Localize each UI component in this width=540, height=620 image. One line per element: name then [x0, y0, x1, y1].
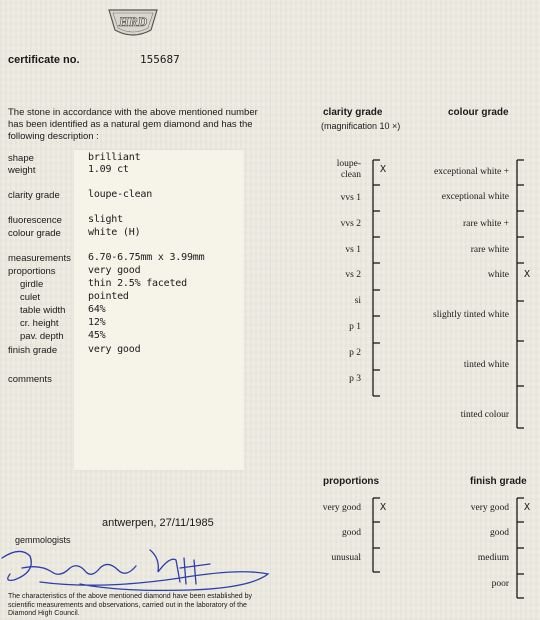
proportions-selected-mark: X: [380, 502, 387, 513]
field-label: measurements: [8, 253, 71, 264]
field-value: 12%: [88, 317, 106, 328]
field-label: colour grade: [8, 228, 61, 239]
finish-selected-mark: X: [524, 502, 531, 513]
field-label: girdle: [20, 279, 44, 290]
proportions-title: proportions: [323, 476, 380, 487]
field-label: finish grade: [8, 345, 58, 356]
clarity-grade-label: vvs 2: [340, 219, 361, 229]
finish-grade-label: poor: [491, 579, 509, 589]
colour-grade-label: tinted white: [463, 360, 509, 370]
field-label: fluorescence: [8, 215, 62, 226]
field-value: 6.70-6.75mm x 3.99mm: [88, 252, 205, 263]
intro-text: The stone in accordance with the above mentioned number has been identified as a natural gem diamond and has the following description :: [8, 107, 258, 142]
field-value: loupe-clean: [88, 189, 153, 200]
clarity-grade-label: p 2: [349, 348, 361, 358]
colour-grade-label: exceptional white +: [434, 167, 509, 177]
proportions-grade-label: very good: [322, 503, 361, 513]
field-value: slight: [88, 214, 123, 225]
field-label: shape: [8, 153, 34, 164]
field-label: clarity grade: [8, 190, 60, 201]
clarity-title: clarity grade: [323, 107, 383, 118]
field-label: cr. height: [20, 318, 59, 329]
field-value: 1.09 ct: [88, 164, 129, 175]
field-label: table width: [20, 305, 66, 316]
finish-grade-label: good: [490, 528, 509, 538]
colour-grade-label: white: [487, 270, 509, 280]
field-label: comments: [8, 374, 52, 385]
field-label: weight: [8, 165, 36, 176]
field-label: proportions: [8, 266, 56, 277]
field-value: white (H): [88, 227, 141, 238]
certificate-label: certificate no.: [8, 54, 80, 66]
fold-line: [270, 0, 273, 620]
gemmologists-label: gemmologists: [15, 535, 71, 545]
colour-selected-mark: X: [524, 269, 531, 280]
finish-title: finish grade: [470, 476, 527, 487]
field-value: thin 2.5% faceted: [88, 278, 187, 289]
footer-text: The characteristics of the above mentioned diamond have been established by scientific measurements and observations, carried out in the laboratory of the Diamond High Council.: [8, 593, 252, 618]
clarity-grade-label: vs 2: [345, 270, 361, 280]
field-label: culet: [20, 292, 41, 303]
clarity-grade-label: vvs 1: [340, 193, 361, 203]
finish-grade-label: medium: [477, 553, 509, 563]
clarity-subtitle: (magnification 10 ×): [321, 121, 401, 131]
finish-grade-label: very good: [470, 503, 509, 513]
place-date: antwerpen, 27/11/1985: [102, 517, 214, 529]
clarity-grade-label: vs 1: [345, 245, 361, 255]
clarity-grade-label: p 3: [349, 374, 361, 384]
hrd-logo-icon: [106, 4, 160, 42]
clarity-grade-label: p 1: [349, 322, 361, 332]
field-value: 64%: [88, 304, 106, 315]
colour-grade-label: rare white +: [463, 219, 509, 229]
proportions-grade-label: good: [342, 528, 361, 538]
colour-grade-label: exceptional white: [441, 192, 509, 202]
clarity-selected-mark: X: [380, 164, 387, 175]
field-value: brilliant: [88, 152, 141, 163]
field-value: very good: [88, 344, 141, 355]
clarity-grade-label: si: [354, 296, 361, 306]
svg-text:HRD: HRD: [118, 14, 148, 29]
clarity-grade-label: loupe- clean: [336, 159, 361, 180]
field-label: pav. depth: [20, 331, 64, 342]
colour-title: colour grade: [448, 107, 509, 118]
signature-icon: [0, 538, 270, 596]
colour-grade-label: rare white: [470, 245, 509, 255]
proportions-grade-label: unusual: [331, 553, 361, 563]
field-value: pointed: [88, 291, 129, 302]
field-value: 45%: [88, 330, 106, 341]
colour-grade-label: slightly tinted white: [433, 310, 509, 320]
colour-grade-label: tinted colour: [460, 410, 509, 420]
field-value: very good: [88, 265, 141, 276]
certificate-number: 155687: [140, 53, 180, 66]
